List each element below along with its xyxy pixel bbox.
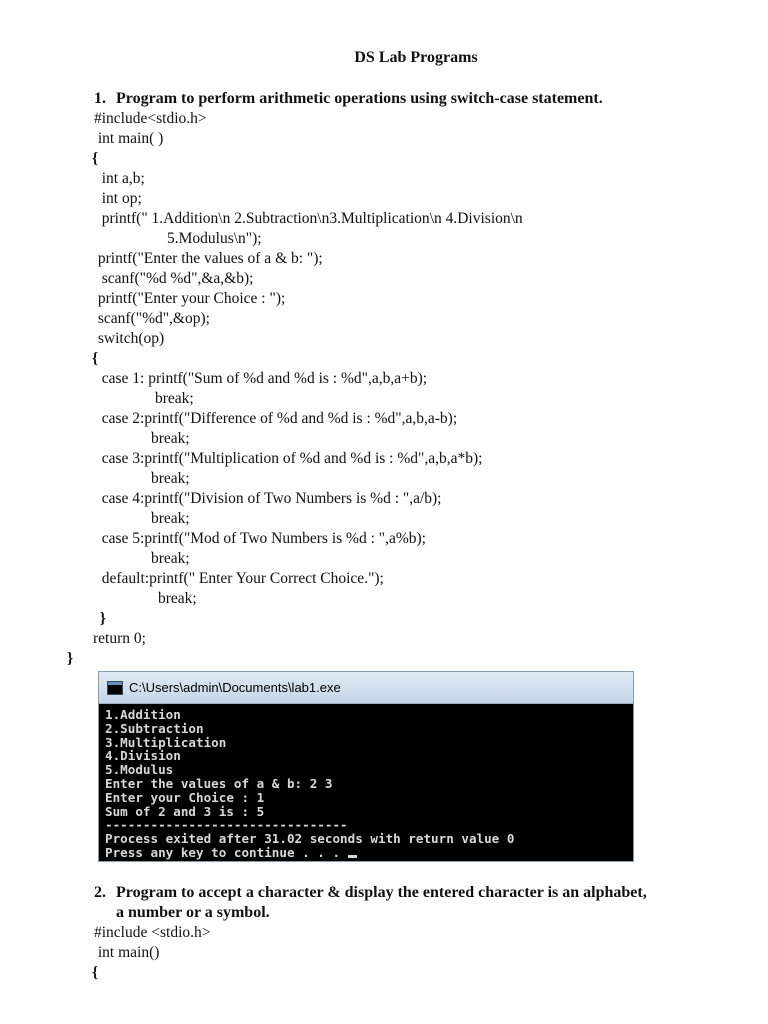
document-title: DS Lab Programs bbox=[354, 49, 478, 66]
code-line: break; bbox=[151, 430, 190, 447]
code-line: case 4:printf("Division of Two Numbers is %d : ",a/b); bbox=[94, 490, 442, 507]
console-line: Enter your Choice : 1 bbox=[105, 789, 265, 805]
console-title: C:\Users\admin\Documents\lab1.exe bbox=[129, 680, 341, 695]
code-line: break; bbox=[155, 390, 194, 407]
console-line: 2.Subtraction bbox=[105, 720, 204, 736]
code-line: { bbox=[92, 150, 99, 167]
console-line: Process exited after 31.02 seconds with return value 0 bbox=[105, 831, 515, 847]
program-2-number: 2. bbox=[94, 884, 106, 901]
console-separator: -------------------------------- bbox=[105, 817, 348, 833]
console-line: 4.Division bbox=[105, 748, 181, 764]
console-line: 5.Modulus bbox=[105, 762, 174, 778]
code-line: { bbox=[92, 964, 99, 981]
console-window-screenshot bbox=[98, 671, 634, 862]
code-line: break; bbox=[151, 550, 190, 567]
console-line: Enter the values of a & b: 2 3 bbox=[105, 775, 333, 791]
program-2-heading bbox=[94, 883, 647, 923]
code-line: break; bbox=[158, 590, 197, 607]
console-prompt-line bbox=[105, 846, 633, 860]
code-line: printf("Enter your Choice : "); bbox=[94, 290, 286, 307]
program-2-heading-line-1: Program to accept a character & display the entered character is an alphabet, bbox=[116, 884, 647, 901]
code-line: switch(op) bbox=[94, 330, 165, 347]
code-line: break; bbox=[151, 470, 190, 487]
code-line: case 5:printf("Mod of Two Numbers is %d : ",a%b); bbox=[94, 530, 426, 547]
code-line: } bbox=[92, 610, 106, 627]
code-line: printf("Enter the values of a & b: "); bbox=[94, 250, 323, 267]
code-line: #include<stdio.h> bbox=[94, 110, 207, 127]
code-line: case 2:printf("Difference of %d and %d is : %d",a,b,a-b); bbox=[94, 410, 458, 427]
code-line: int a,b; bbox=[94, 170, 145, 187]
program-1-heading bbox=[94, 89, 603, 109]
console-app-icon bbox=[107, 681, 123, 695]
code-line: scanf("%d",&op); bbox=[94, 310, 210, 327]
code-line: case 3:printf("Multiplication of %d and %d is : %d",a,b,a*b); bbox=[94, 450, 483, 467]
code-line: int op; bbox=[94, 190, 142, 207]
code-line: 5.Modulus\n"); bbox=[167, 230, 262, 247]
code-line: int main( ) bbox=[94, 130, 164, 147]
console-title-bar bbox=[99, 672, 633, 704]
code-line: { bbox=[92, 350, 99, 367]
program-1-heading-text: Program to perform arithmetic operations using switch-case statement. bbox=[116, 90, 603, 107]
code-line: #include <stdio.h> bbox=[94, 924, 211, 941]
console-line: 1.Addition bbox=[105, 707, 181, 722]
console-output bbox=[99, 704, 633, 860]
console-line: Sum of 2 and 3 is : 5 bbox=[105, 803, 265, 819]
code-line: } bbox=[67, 650, 74, 667]
console-line: 3.Multiplication bbox=[105, 734, 227, 750]
cursor-icon bbox=[348, 855, 357, 858]
program-2-heading-line-2: a number or a symbol. bbox=[116, 904, 270, 921]
code-line: break; bbox=[151, 510, 190, 527]
code-line: default:printf(" Enter Your Correct Choice."); bbox=[94, 570, 384, 587]
code-line: return 0; bbox=[93, 630, 146, 647]
program-1-number: 1. bbox=[94, 90, 106, 107]
code-line: scanf("%d %d",&a,&b); bbox=[94, 270, 254, 287]
code-line: int main() bbox=[94, 944, 160, 961]
code-line: printf(" 1.Addition\n 2.Subtraction\n3.Multiplication\n 4.Division\n bbox=[94, 210, 523, 227]
code-line: case 1: printf("Sum of %d and %d is : %d",a,b,a+b); bbox=[94, 370, 428, 387]
console-line: Press any key to continue . . . bbox=[105, 844, 348, 860]
